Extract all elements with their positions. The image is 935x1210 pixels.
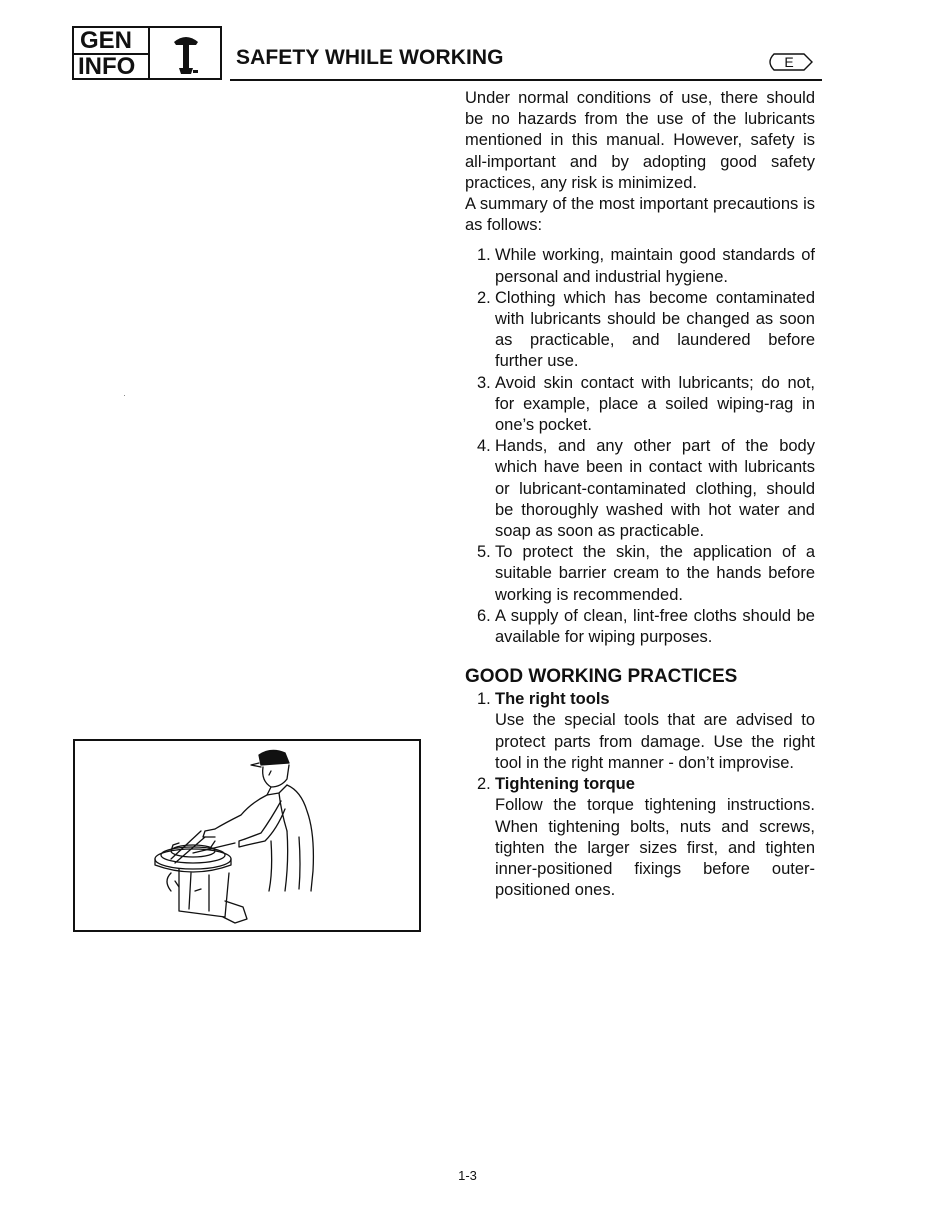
list-item-text: Hands, and any other part of the body which have been in contact with lubricants or lubricant-contaminated clothing, should be thoroughly washed with hot water and soap as soon as practicable.: [495, 437, 815, 541]
list-item-number: 2.: [477, 288, 491, 307]
list-item: [465, 542, 815, 606]
list-item: [465, 373, 815, 437]
precautions-list: [465, 245, 815, 648]
list-item-number: 6.: [477, 606, 491, 625]
list-item: [465, 288, 815, 373]
main-column: [465, 88, 815, 901]
scan-speck: [124, 395, 125, 396]
language-badge: [764, 52, 814, 72]
list-item-text: While working, maintain good standards of personal and industrial hygiene.: [495, 246, 815, 286]
section-tag: [72, 26, 150, 80]
section-tag-line1: GEN: [80, 27, 133, 54]
page-title: SAFETY WHILE WORKING: [236, 46, 504, 69]
list-item-number: 1.: [477, 246, 491, 265]
illustration-frame: [73, 739, 421, 932]
list-item-title: Tightening torque: [495, 775, 635, 794]
list-item-text: Avoid skin contact with lubricants; do not, for example, place a soiled wiping-rag in one’s pocket.: [495, 373, 815, 435]
list-item: [465, 689, 815, 774]
mechanic-using-tool-illustration: [75, 741, 419, 930]
good-working-list: [465, 689, 815, 901]
list-item-number: 1.: [477, 690, 491, 709]
language-badge-label: E: [784, 54, 794, 70]
header-rule: [230, 79, 822, 81]
list-item-text: Use the special tools that are advised to protect parts from damage. Use the right tool in the right manner - don’t improvise.: [495, 711, 815, 772]
list-item: [465, 245, 815, 287]
list-item-title: The right tools: [495, 690, 610, 709]
list-item-number: 2.: [477, 775, 491, 794]
list-item: [465, 774, 815, 901]
list-item-number: 5.: [477, 543, 491, 562]
list-item: [465, 436, 815, 542]
outboard-motor-icon: [150, 26, 222, 80]
intro-summary: A summary of the most important precautions is as follows:: [465, 195, 815, 235]
list-item-text: Follow the torque tightening instructions. When tightening bolts, nuts and screws, tighten the larger sizes first, and tighten inner-positioned fixings before outer-positioned ones.: [495, 796, 815, 900]
list-item-text: Clothing which has become contaminated with lubricants should be changed as soon as practicable, and laundered before further use.: [495, 288, 815, 371]
list-item-number: 4.: [477, 437, 491, 456]
list-item-number: 3.: [477, 373, 491, 392]
list-item: [465, 606, 815, 648]
list-item-text: A supply of clean, lint-free cloths should be available for wiping purposes.: [495, 606, 815, 647]
section-heading: GOOD WORKING PRACTICES: [465, 666, 738, 688]
intro-paragraph: Under normal conditions of use, there should be no hazards from the use of the lubricants mentioned in this manual. However, safety is all-important and by adopting good safety practices, any risk is minimized.: [465, 89, 815, 192]
page-number: 1-3: [458, 1168, 477, 1183]
list-item-text: To protect the skin, the application of a suitable barrier cream to the hands before working is recommended.: [495, 543, 815, 604]
section-tag-line2: INFO: [78, 53, 136, 80]
